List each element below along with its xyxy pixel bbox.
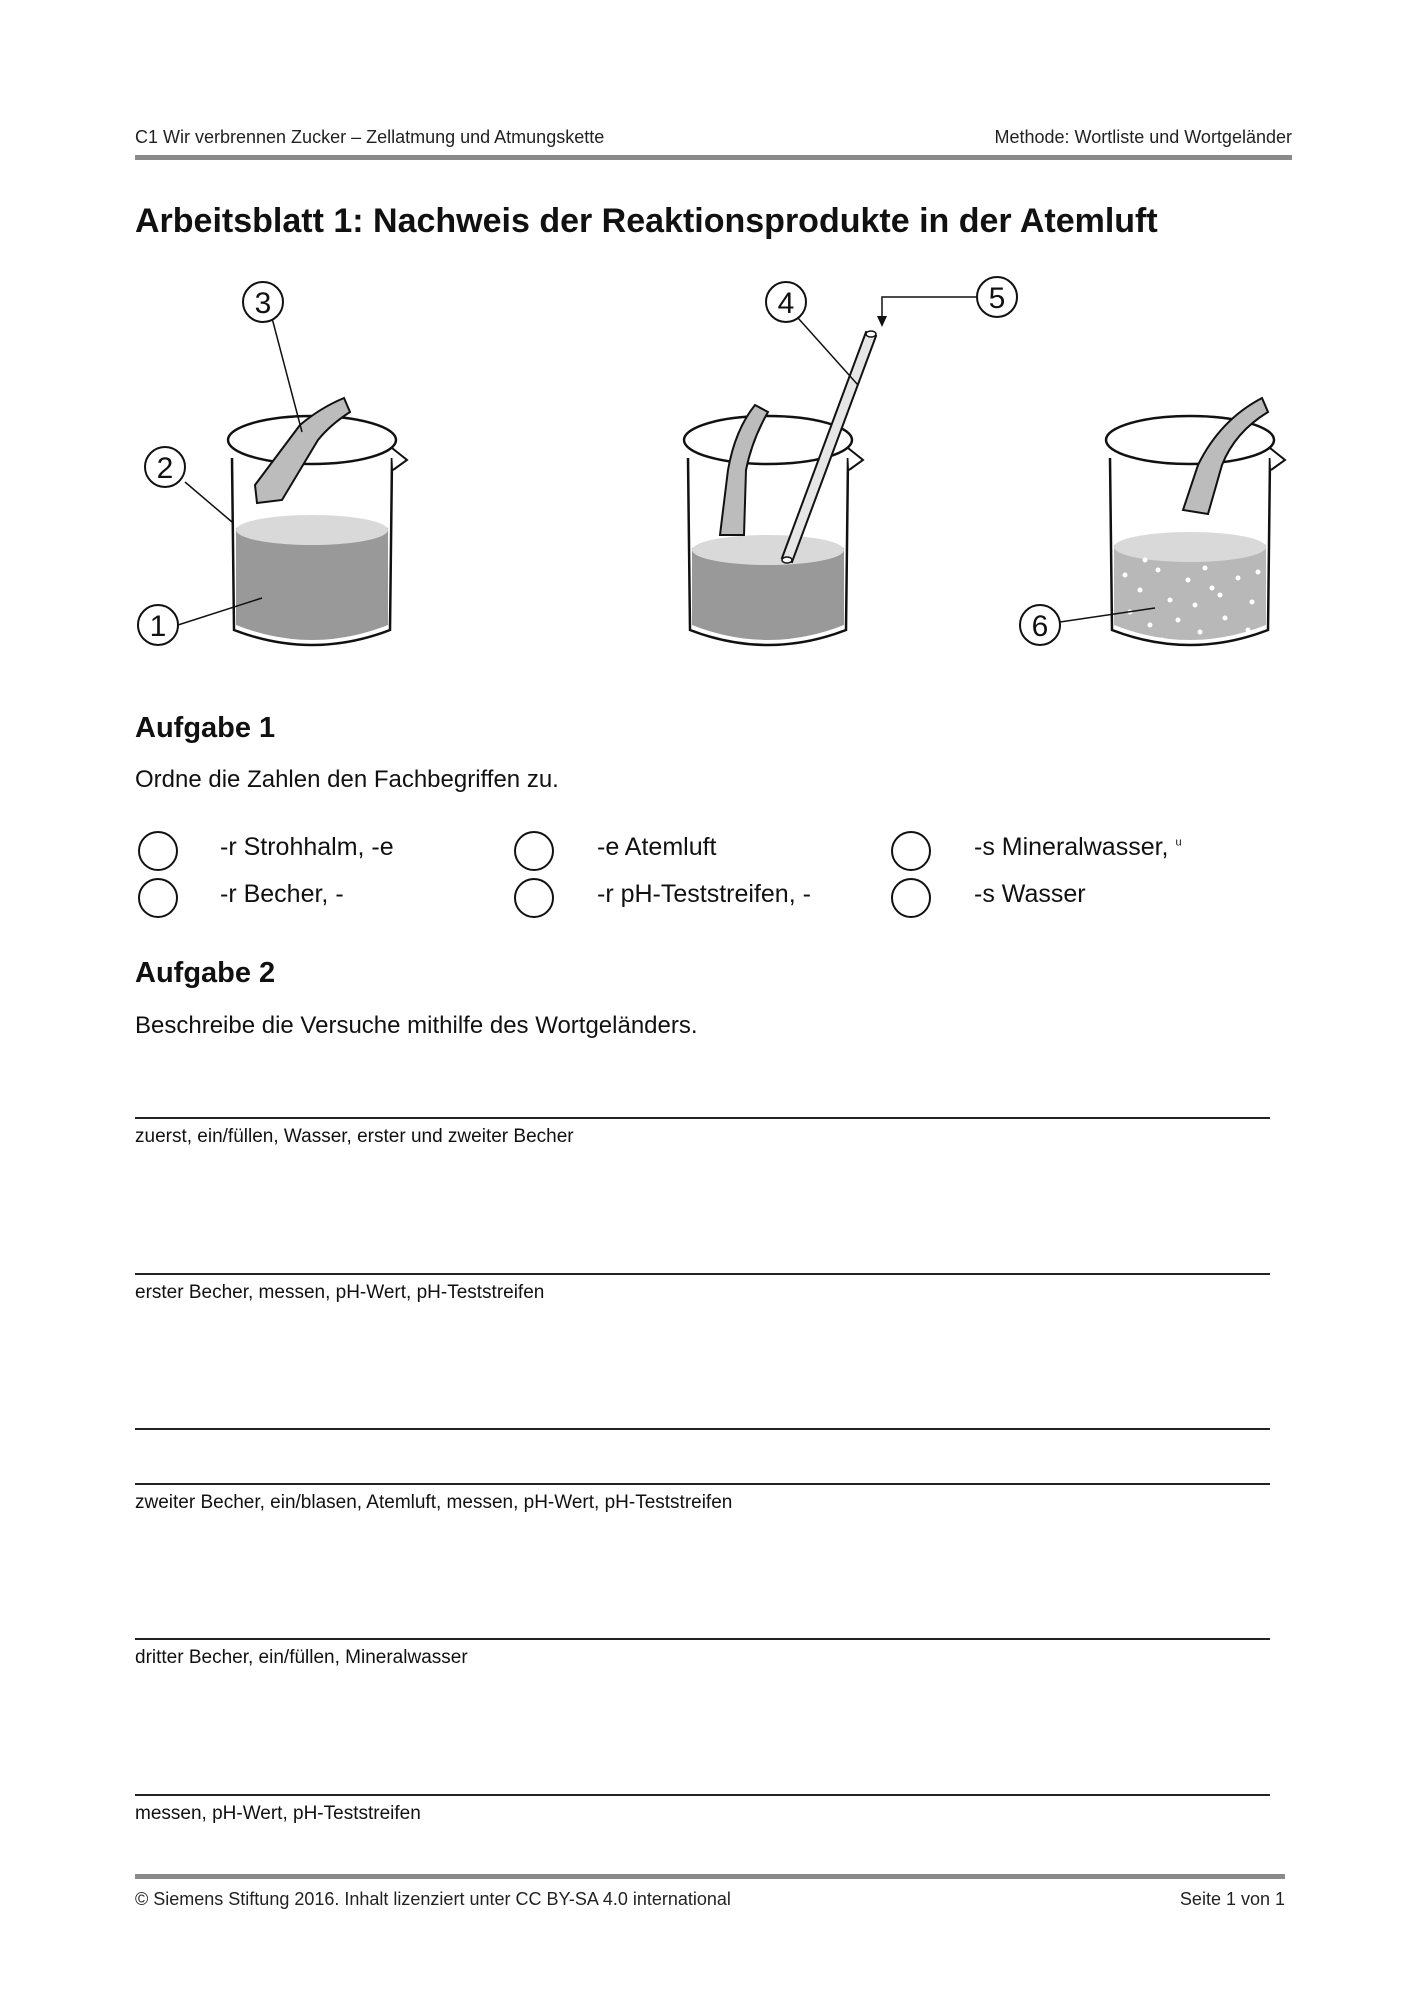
- term-wasser: -s Wasser: [974, 880, 1086, 908]
- beaker-3: [1106, 398, 1285, 648]
- label-3: 3: [254, 287, 272, 320]
- footer-license: © Siemens Stiftung 2016. Inhalt lizenziert unter CC BY-SA 4.0 international: [135, 1889, 731, 1909]
- term-becher: -r Becher, -: [220, 880, 344, 908]
- writing-line[interactable]: [135, 1638, 1270, 1640]
- writing-line[interactable]: [135, 1794, 1270, 1796]
- label-5: 5: [988, 282, 1006, 315]
- answer-circle-4[interactable]: [138, 878, 178, 918]
- answer-circle-2[interactable]: [514, 831, 554, 871]
- term-ph-teststreifen: -r pH-Teststreifen, -: [597, 880, 811, 908]
- beaker-1: [228, 398, 407, 645]
- task2-instruction: Beschreibe die Versuche mithilfe des Wortgeländers.: [135, 1012, 698, 1039]
- term-strohhalm: -r Strohhalm, -e: [220, 833, 394, 861]
- label-1: 1: [149, 610, 167, 643]
- task2-heading: Aufgabe 2: [135, 957, 276, 989]
- term-mineralwasser: [974, 833, 1182, 862]
- label-2: 2: [156, 452, 174, 485]
- header-right: Methode: Wortliste und Wortgeländer: [994, 127, 1292, 147]
- prompt-2: erster Becher, messen, pH-Wert, pH-Teststreifen: [135, 1282, 545, 1303]
- prompt-5: messen, pH-Wert, pH-Teststreifen: [135, 1803, 421, 1824]
- prompt-3: zweiter Becher, ein/blasen, Atemluft, messen, pH-Wert, pH-Teststreifen: [135, 1492, 733, 1513]
- task1-heading: Aufgabe 1: [135, 712, 276, 744]
- answer-circle-5[interactable]: [514, 878, 554, 918]
- header-rule: [135, 155, 1292, 160]
- writing-line[interactable]: [135, 1428, 1270, 1430]
- answer-circle-1[interactable]: [138, 831, 178, 871]
- prompt-1: zuerst, ein/füllen, Wasser, erster und zweiter Becher: [135, 1126, 574, 1147]
- label-4: 4: [777, 287, 795, 320]
- answer-circle-3[interactable]: [891, 831, 931, 871]
- umlaut-mark: u: [1175, 836, 1182, 849]
- label-6: 6: [1031, 610, 1049, 643]
- writing-line[interactable]: [135, 1117, 1270, 1119]
- answer-circle-6[interactable]: [891, 878, 931, 918]
- writing-line[interactable]: [135, 1273, 1270, 1275]
- header-left: C1 Wir verbrennen Zucker – Zellatmung und Atmungskette: [135, 127, 605, 147]
- beaker-2: [684, 331, 876, 645]
- term-mineralwasser-text: -s Mineralwasser,: [974, 833, 1176, 861]
- experiment-figure: [0, 270, 1413, 670]
- page-title: Arbeitsblatt 1: Nachweis der Reaktionsprodukte in der Atemluft: [135, 202, 1158, 240]
- prompt-4: dritter Becher, ein/füllen, Mineralwasser: [135, 1647, 468, 1668]
- writing-line[interactable]: [135, 1483, 1270, 1485]
- task1-instruction: Ordne die Zahlen den Fachbegriffen zu.: [135, 766, 559, 793]
- footer-rule: [135, 1874, 1285, 1879]
- footer-page-number: Seite 1 von 1: [1179, 1889, 1285, 1909]
- term-atemluft: -e Atemluft: [597, 833, 717, 861]
